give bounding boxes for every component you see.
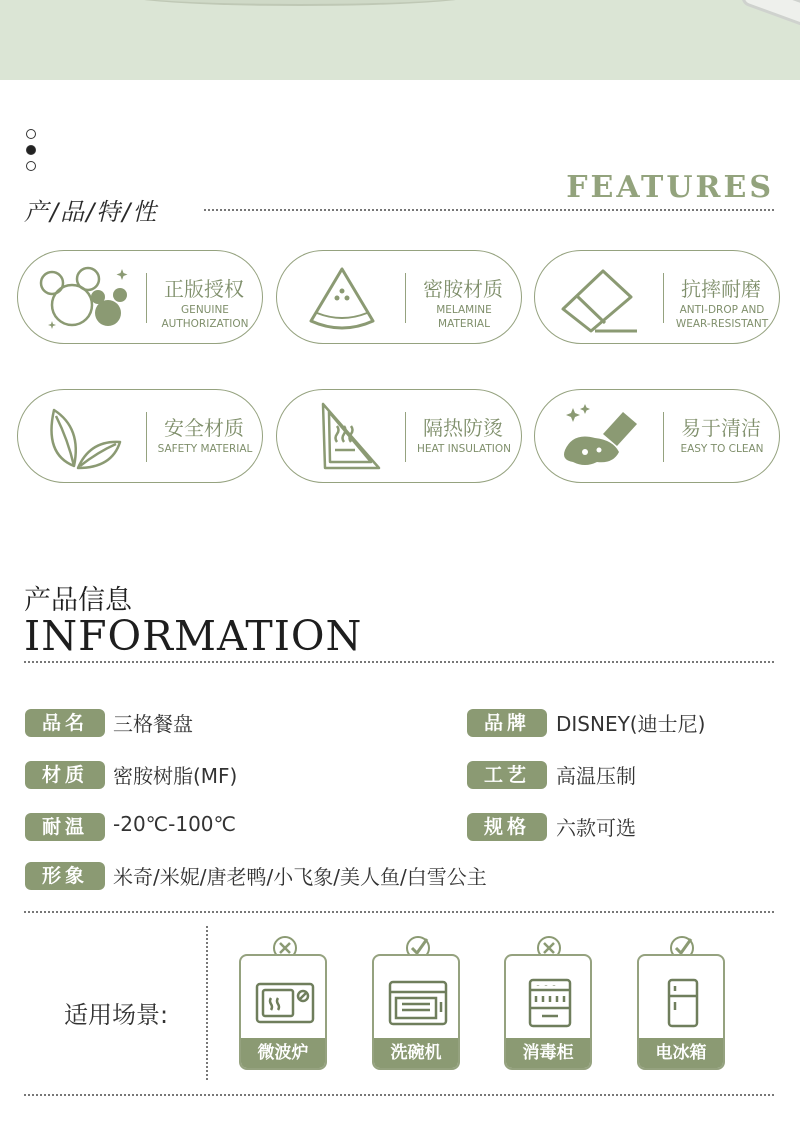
info-value: 密胺树脂(MF) <box>113 764 238 788</box>
feature-zh: 抗摔耐磨 <box>681 277 761 301</box>
carousel-dot-active[interactable] <box>26 145 36 155</box>
feature-zh: 隔热防烫 <box>423 416 503 440</box>
feature-safety <box>17 389 263 483</box>
feature-melamine <box>276 250 522 344</box>
separator <box>146 273 147 323</box>
feature-en: HEAT INSULATION <box>416 443 512 455</box>
feature-zh: 正版授权 <box>164 277 244 301</box>
usage-item-label: 电冰箱 <box>639 1038 723 1068</box>
info-label: 规格 <box>467 813 547 841</box>
usage-item-label: 洗碗机 <box>374 1038 458 1068</box>
feature-en: GENUINE AUTHORIZATION <box>161 304 249 330</box>
feature-en: MELAMINE MATERIAL <box>436 304 492 330</box>
eraser-icon <box>555 263 645 333</box>
sterilizer-icon <box>520 978 580 1028</box>
fridge-icon <box>653 978 713 1028</box>
info-title-zh: 产品信息 <box>24 585 132 616</box>
feature-zh: 安全材质 <box>164 416 244 440</box>
watermelon-icon <box>297 263 387 333</box>
usage-fridge <box>637 954 725 1070</box>
separator <box>663 273 664 323</box>
feature-en: EASY TO CLEAN <box>680 443 764 455</box>
info-label: 品牌 <box>467 709 547 737</box>
usage-label: 适用场景: <box>64 1001 169 1029</box>
feature-genuine <box>17 250 263 344</box>
feature-zh: 密胺材质 <box>423 277 503 301</box>
feature-clean <box>534 389 780 483</box>
divider <box>24 1094 774 1096</box>
usage-item-label: 消毒柜 <box>506 1038 590 1068</box>
product-photo-strip <box>0 0 800 80</box>
feature-zh: 易于清洁 <box>681 416 761 440</box>
separator <box>146 412 147 462</box>
feature-heat <box>276 389 522 483</box>
heat-icon <box>297 402 387 472</box>
divider <box>24 661 774 663</box>
leaf-icon <box>38 402 128 472</box>
divider <box>24 911 774 913</box>
separator <box>663 412 664 462</box>
usage-dishwasher <box>372 954 460 1070</box>
feature-en: ANTI-DROP AND WEAR-RESISTANT <box>675 304 769 330</box>
utensil-edge <box>739 0 800 36</box>
separator <box>405 273 406 323</box>
info-label: 品名 <box>25 709 105 737</box>
microwave-icon <box>255 978 315 1028</box>
divider <box>204 209 774 211</box>
info-value: -20℃-100℃ <box>113 812 236 836</box>
separator <box>405 412 406 462</box>
info-label: 材质 <box>25 761 105 789</box>
carousel-dot[interactable] <box>26 129 36 139</box>
info-value: 三格餐盘 <box>113 712 193 736</box>
info-title-en: INFORMATION <box>24 612 363 660</box>
usage-microwave <box>239 954 327 1070</box>
features-title-en: FEATURES <box>566 170 774 205</box>
dishwasher-icon <box>388 978 448 1028</box>
info-label: 形象 <box>25 862 105 890</box>
info-label: 工艺 <box>467 761 547 789</box>
carousel-dots <box>26 129 36 177</box>
mickey-icon <box>38 263 128 333</box>
usage-item-label: 微波炉 <box>241 1038 325 1068</box>
info-value: 六款可选 <box>556 816 636 840</box>
vertical-divider <box>206 926 208 1080</box>
features-title: 产/品/特/性 <box>24 198 159 226</box>
carousel-dot[interactable] <box>26 161 36 171</box>
usage-sterilizer <box>504 954 592 1070</box>
info-value: 米奇/米妮/唐老鸭/小飞象/美人鱼/白雪公主 <box>113 865 487 889</box>
info-value: DISNEY(迪士尼) <box>556 712 706 736</box>
cleaning-icon <box>555 402 645 472</box>
feature-antidrop <box>534 250 780 344</box>
plate-edge <box>120 0 480 6</box>
info-label: 耐温 <box>25 813 105 841</box>
info-value: 高温压制 <box>556 764 636 788</box>
feature-en: SAFETY MATERIAL <box>157 443 253 455</box>
